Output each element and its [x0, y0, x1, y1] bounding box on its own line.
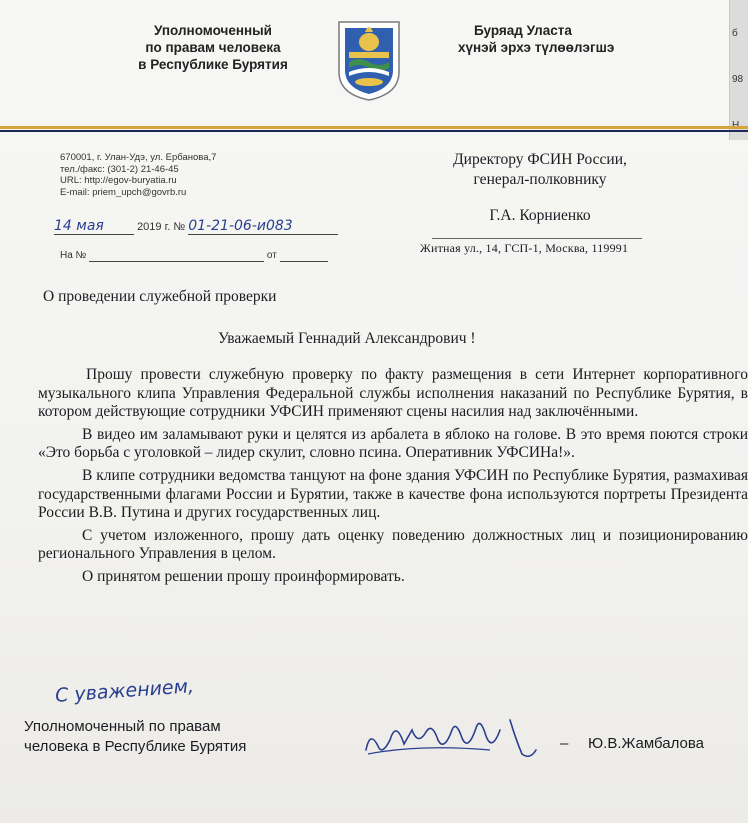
- addressee-block: [410, 150, 670, 226]
- contact-address: 670001, г. Улан-Удэ, ул. Ербанова,7: [60, 152, 217, 163]
- header-left-line: по правам человека: [145, 40, 281, 55]
- body-paragraph: О принятом решении прошу проинформировать.: [82, 567, 405, 585]
- signatory-title: [24, 717, 246, 757]
- header-left-line: в Республике Бурятия: [138, 57, 288, 72]
- reference-na-label: На №: [60, 250, 87, 261]
- letter-subject: О проведении служебной проверки: [43, 288, 277, 305]
- handwritten-regards: С уважением,: [54, 675, 195, 707]
- letter-greeting: Уважаемый Геннадий Александрович !: [218, 330, 476, 347]
- coat-of-arms-icon: [335, 18, 403, 102]
- signature-dash: –: [560, 735, 569, 752]
- addressee-divider: [432, 238, 642, 239]
- addressee-name: Г.А. Корниенко: [489, 207, 591, 224]
- header-left-line: Уполномоченный: [154, 23, 272, 38]
- outgoing-number-label: №: [173, 221, 186, 233]
- body-paragraph: В клипе сотрудники ведомства танцуют на фоне здания УФСИН по Республике Бурятия, размахивая государственными флагами России и Бурятии, также в качестве фона используются портреты Президента России В.В. Путина и других государственных лиц.: [38, 466, 748, 522]
- contact-email: E-mail: priem_upch@govrb.ru: [60, 186, 187, 198]
- sender-contacts: [60, 152, 216, 198]
- reference-number-row: [60, 250, 328, 262]
- outgoing-date: 14 мая: [54, 218, 134, 235]
- signer-name: Ю.В.Жамбалова: [588, 735, 704, 752]
- signatory-title-line: человека в Республике Бурятия: [24, 738, 247, 755]
- contact-phone: тел./факс: (301-2) 21-46-45: [60, 163, 179, 175]
- contact-url: URL: http://egov-buryatia.ru: [60, 175, 177, 186]
- header-left: [108, 22, 318, 73]
- addressee-street: Житная ул., 14, ГСП-1, Москва, 119991: [420, 241, 629, 255]
- signatory-title-line: Уполномоченный по правам: [24, 718, 221, 735]
- outgoing-number-row: [54, 218, 338, 235]
- reference-ot-label: от: [266, 250, 277, 261]
- addressee-rank: генерал-полковнику: [473, 171, 607, 188]
- header-right-line: хүнэй эрхэ түлөөлэгшэ: [458, 40, 615, 55]
- adjacent-page-edge: [729, 0, 748, 140]
- outgoing-number: 01-21-06-и083: [188, 218, 338, 235]
- edge-fragment-1: б: [732, 28, 738, 39]
- body-paragraph: С учетом изложенного, прошу дать оценку поведению должностных лиц и позиционированию регионального Управления в целом.: [38, 526, 748, 563]
- body-paragraph: В видео им заламывают руки и целятся из арбалета в яблоко на голове. В это время поются строки «Это борьба с уголовкой – лидер скулит, словно псина. Оперативник УФСИНа!».: [38, 425, 748, 462]
- header-rule-gold: [0, 126, 748, 129]
- reference-date-blank: [280, 250, 328, 262]
- edge-fragment-2: 98: [732, 74, 744, 85]
- outgoing-year: 2019 г.: [137, 221, 171, 233]
- body-paragraph: Прошу провести служебную проверку по факту размещения в сети Интернет корпоративного музыкального клипа Управления Федеральной службы исполнения наказаний по Республике Бурятия, в котором действующие сотрудники УФСИН применяют сцены насилия над заключёнными.: [38, 366, 748, 421]
- signature-icon: [360, 700, 550, 770]
- addressee-position: Директору ФСИН России,: [453, 151, 627, 168]
- reference-number-blank: [89, 250, 264, 262]
- header-right: [458, 22, 658, 56]
- letter-body: [38, 366, 748, 591]
- header-right-line: Буряад Уласта: [474, 23, 572, 38]
- header-rule-navy: [0, 130, 748, 132]
